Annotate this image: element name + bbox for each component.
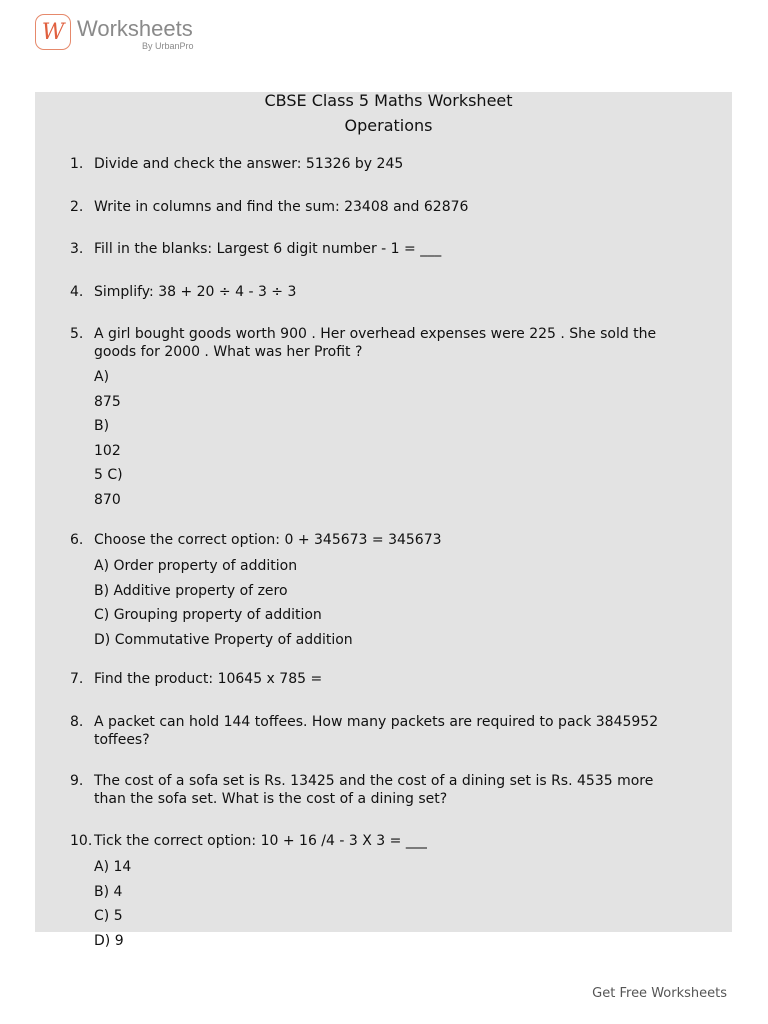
- question-text: A packet can hold 144 toffees. How many packets are required to pack 3845952 toffees?: [94, 714, 659, 748]
- option-item[interactable]: D) 9: [94, 933, 124, 949]
- question-number: 10.: [70, 833, 93, 849]
- option-item[interactable]: 102: [94, 443, 121, 459]
- question-number: 3.: [70, 241, 84, 257]
- question-number: 5.: [70, 326, 84, 342]
- question-text: The cost of a sofa set is Rs. 13425 and the cost of a dining set is Rs. 4535 more than the sofa set. What is the cost of a dining set?: [94, 773, 654, 807]
- option-item[interactable]: C) Grouping property of addition: [94, 607, 322, 623]
- question-number: 4.: [70, 284, 84, 300]
- worksheet-subtitle: Operations: [344, 116, 433, 135]
- option-item[interactable]: 875: [94, 394, 121, 410]
- option-item[interactable]: A): [94, 369, 110, 385]
- logo-wordmark: Worksheets: [77, 16, 193, 41]
- question-text: Fill in the blanks: Largest 6 digit number - 1 = ___: [94, 241, 442, 257]
- question-text: Tick the correct option: 10 + 16 /4 - 3 X 3 = ___: [94, 833, 427, 849]
- question-number: 7.: [70, 671, 84, 687]
- question-number: 8.: [70, 714, 84, 730]
- question-text: A girl bought goods worth 900 . Her overhead expenses were 225 . She sold the goods for 2000 . What was her Profit ?: [94, 326, 657, 360]
- question-number: 9.: [70, 773, 84, 789]
- question-number: 6.: [70, 532, 84, 548]
- option-item[interactable]: B): [94, 418, 110, 434]
- worksheet-title: CBSE Class 5 Maths Worksheet: [264, 91, 513, 110]
- question-number: 2.: [70, 199, 84, 215]
- question-text: Choose the correct option: 0 + 345673 = 345673: [94, 532, 442, 548]
- option-item[interactable]: B) Additive property of zero: [94, 583, 288, 599]
- option-item[interactable]: 870: [94, 492, 121, 508]
- get-free-worksheets-link[interactable]: Get Free Worksheets: [592, 986, 727, 1001]
- option-item[interactable]: A) 14: [94, 859, 132, 875]
- question-text: Simplify: 38 + 20 ÷ 4 - 3 ÷ 3: [94, 284, 297, 300]
- option-item[interactable]: B) 4: [94, 884, 123, 900]
- logo-byline: By UrbanPro: [142, 41, 194, 51]
- question-text: Write in columns and find the sum: 23408 and 62876: [94, 199, 469, 215]
- question-text: Find the product: 10645 x 785 =: [94, 671, 323, 687]
- option-item[interactable]: C) 5: [94, 908, 123, 924]
- option-item[interactable]: 5 C): [94, 467, 123, 483]
- question-number: 1.: [70, 156, 84, 172]
- option-item[interactable]: A) Order property of addition: [94, 558, 298, 574]
- option-item[interactable]: D) Commutative Property of addition: [94, 632, 353, 648]
- worksheets-logo-icon: W: [35, 14, 71, 50]
- question-text: Divide and check the answer: 51326 by 245: [94, 156, 404, 172]
